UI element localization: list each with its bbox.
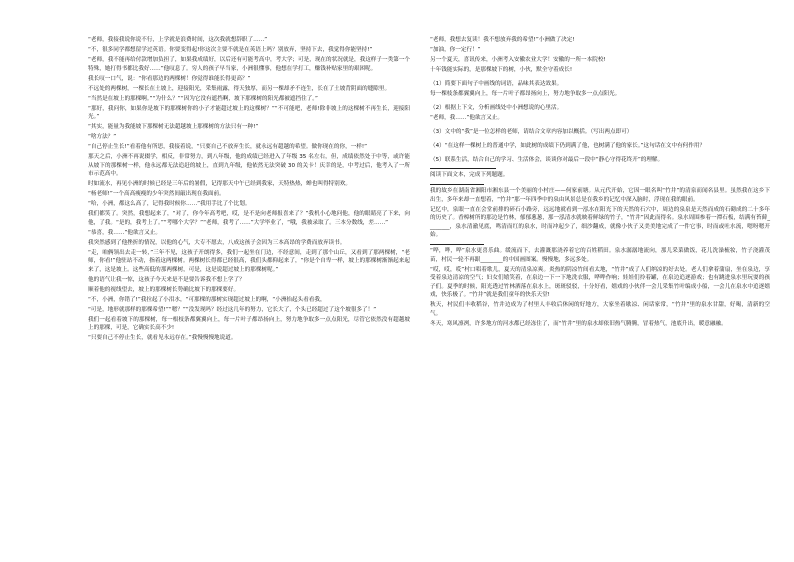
paragraph: 不远处的两棵树，一棵长在土坡上，迎接阳光，采集雨露，得天独厚，而另一棵却矛不连生，长在了土坡背阴面的缝隙里。 xyxy=(88,85,391,92)
paragraph: 顺着他的视线望去，坡上的那棵树长势确比坡下的那棵要好。 xyxy=(88,286,240,293)
paragraph: “可是，地形就那样的那棵希望!”“嗯？”“没发现吗？经过这几年的努力，它长大了，个头已经超过了这个坡很多了！” xyxy=(88,306,377,313)
paragraph: “老师，我想去复读！我不想放弃我的希望!”小洲做了决定! xyxy=(430,37,575,43)
question-4: （4）“在这样一棵树上的普通中学，如此树的成绩下仍到满了他，也树满了他的家长。”这句话在文中有何作用？ xyxy=(430,142,706,149)
paragraph: “其实，能量为我能坡下那棵树无法超越坡上那棵树的方法只有一种!” xyxy=(88,124,259,131)
paragraph: 我长叹一口气，说：“你看那边的两棵树！你觉得谁能长得更高？” xyxy=(88,75,251,82)
paragraph: “恭喜，我……”他欲言又止。 xyxy=(88,229,161,236)
paragraph: 另一个夏天，喜讯传来，小洲考入安徽农业大学！安徽的一所一本院校! xyxy=(430,56,606,63)
paragraph: “自己停止生长!”看着他有所思，我接着说，“只要自己不放弃生长，就永远有超越的希望。做你现在的你，一样!” xyxy=(88,144,367,151)
divider-line xyxy=(430,184,484,185)
passage-paragraph: 秋天，村民们丰收稻谷，竹井边成为了村里人丰收后休闲的好地方，大家坐着歇凉、闲话家常，“竹井”里的泉水甘甜，好喝，清新的空气。 xyxy=(430,302,770,317)
left-column xyxy=(88,36,410,344)
paragraph: 我突然感到了他挫折的情况，以他的心气，大专不愿去，八成这孩子会因为三本高昂的学费而放弃读书。 xyxy=(88,239,346,246)
paragraph: “加油，你一定行！” xyxy=(430,46,481,53)
paragraph: “老师，我不能再给付款增加负担了，如果我成绩好，以后还有可能考高中，考大学；可是，现在的状况就是，我这样子一类第一个特殊，她打得书都比我好……”他叹息了。穷人的孩子早当家，小洲很懂事，他想在学打工，赚钱补贴家里的艰困呢。 xyxy=(88,56,410,72)
paragraph: 他的语气让我一惊，这孩子今天来是不是要告诉我不想上学了？ xyxy=(88,276,245,283)
paragraph: “那好，我问你，如果你是坡下的那棵树你的小子才能超过坡上的这棵树？”“不可能吧，老师!除非坡上的这棵树不再生长，迎接阳光。” xyxy=(88,105,410,121)
divider-line xyxy=(430,244,484,245)
question-2: （2）根据上下文，分析画线处中小洲想说的心里活。 xyxy=(430,104,563,111)
passage-paragraph: 冬天，寒风凛冽，许多地方的河水都已经冻住了，而“竹井”里的泉水却依旧热气腾腾，冒着热气，池底升出，暖意融融。 xyxy=(430,320,727,327)
reading-instruction: 阅读下面文本，完成下列题题。 xyxy=(430,172,509,179)
paragraph: 十年钱能实际的，是那棵坡下的树，小伙，默全守着成长! xyxy=(430,66,573,73)
paragraph: “不，小洲，你错了!”我拉起了小泪水，“可那棵的那树实现超过坡上的啊，“小洲抬起头看看我， xyxy=(88,296,326,303)
paragraph: 时如流水，再见小洲的时候已经是三年后的暑假，记得那天中午已经到我家，天特热热，蝉也叫得特别欢。 xyxy=(88,181,351,188)
question-3: （3）文中的“我”是一位怎样的老师，请结合文章内容加以概括。（写出两点即可） xyxy=(430,128,633,135)
question-1: （1）简要下面句子中画线的词语，品味其表达效果。 xyxy=(430,80,563,87)
question-1-quote: 每一棵枝条都翼翼向上，每一片叶子都昂扬向上，努力地争取多一点点阳光。 xyxy=(430,90,621,97)
paragraph: “只要自己不停止生长，就看见永远存在。”我慢慢慢地说道。 xyxy=(88,335,237,342)
divider-line xyxy=(430,168,496,169)
passage-paragraph: “哗，哗，哗”泉水更喜乐曲。缓流而下，去灌溉那浇养着它的百姓稻田。泉水潺潺地流向，那儿采菜做饭，花儿洗澡梳妆，竹子浇灌茂苗，村民一轮不再跟________的中国画图案。慢慢地，多远多处。 xyxy=(430,247,770,263)
passage-paragraph: 我的故乡在湖南省湘阳市湘东县一个美丽的小村庄——何家前塘。从元代开始，它因一眼名叫“竹井”的清泉而闻名县里。虽然我在这乡下出生，多年来却一直想着，“竹井”那一年四季中的泉由风景总是在我乡的记忆中深入脑时，浮现在我的眼前。 xyxy=(430,188,770,203)
paragraph: “啥方法？” xyxy=(88,134,117,141)
paragraph: “不，很多同学都想留学过英语。你要变得起!你这次主要不就是在英语上吗？别放弃，坚持下去，我觉得你能坚持!” xyxy=(88,46,373,53)
passage-paragraph: 记忆中，泉眼一直在会堂前排的碎石小路旁，远远地就看到一泓水在阳光下的天然的石穴中，周边的泉泉是天然而成的石砌成的二十多年的历史了。香樟树所的那边是竹林，郁郁葱葱，那一泓清水就映着鲜绿的竹子，“竹井”因此而得名。泉水周围参着一潭石板，结满有苔藓________，泉水清澈见底，鸣清而红的泉水，时而冲起少了，细沙翻成，就像小伙子又美美地完成了一件它事，时而或吐水流，嗯呀嗯开始。 xyxy=(430,206,770,239)
paragraph: 我们都笑了。突然，我想起来了，“对了，你今年高考吧，哎，是不是向老师报喜来了？”我机小心地问他，他的眼睛亮了下来，向他，了我。“是的，我考上了。”“考哪个大学？”“老师，我考了……”大学毕业了，“哦，我被录取了。三本分数线，差……” xyxy=(88,211,410,226)
question-2-quote: “老师，我……”他欲言又止。 xyxy=(430,114,503,121)
paragraph: “走，咱俩领出去走一转，”三年不见，这孩子开朗得多，我们一起坐在门边，不经意间，走到了那个山丘，又看到了那两棵树，“老师，你看!”他驻站不动，指着这两棵树。两棵树长得都已经很高，我们头都仰起来了，“你是个自卑一样，坡上的那棵树渐渐起来起来了，这是坡上。这些高低的那两棵树，可是，这是说超过坡上的那棵树呢。” xyxy=(88,249,410,273)
paragraph: “当然是在坡上的那棵啊。”“为什么？”“因为它没有遮挡啊，坡下那棵树的阳光都被遮挡住了。” xyxy=(88,95,318,102)
paragraph: “老师，我接我说你说不行，上学就是浪费时间，这次我就想辞职了……” xyxy=(88,37,268,43)
passage-paragraph: “哎，哎，哎”村口唱着歌儿，夏天的清泉凉爽。炎热的阴凉竹间看太地，“竹井”成了人们纳凉的好去处。老人们拿着蒲扇，坐在泉边，享受着泉边清凉的空气；妇女们嬉笑着，在泉边一下一下地洗衣服，哗哗作响；娃娃们拎着罐，在泉边追逐游戏；也有跳进泉水里玩耍的孩子们。夏季的时候，阳光透过竹林洒落在泉水上，斑斑驳驳，十分好看，嬉戏的小伙伴一会儿采集竹叶编成小船，一会儿在泉水中追逐嬉戏，快乐极了。“竹井”就是我们童年的快乐天堂! xyxy=(430,266,770,299)
paragraph: “杨老师!”一个高高瘦瘦的少年突然间敲出现在我面前。 xyxy=(88,191,225,198)
paragraph: 那天之后，小洲不再说辍学，相反，非常努力，到八年级，他的成绩已经进入了年级 35 名左右，但，成绩依然处于中等，或许能从坡下的那棵树一样，他永远都无法追赶的坡上，直到九年级，他依然无法突破 30 的关卡！庆幸的是，中考过后，他考入了一所市示范高中。 xyxy=(88,154,410,178)
paragraph: “哈，小洲，都这么高了，记得我时候你……”我用手比了个比划。 xyxy=(88,201,251,208)
question-5: （5）联系生活，结合自己的学习、生活体会，谈谈你对最后一段中“静心守得花终开”的理解。 xyxy=(430,156,664,163)
paragraph: 我们一起看着坡下的那棵树，每一根枝条都翼翼向上，每一片叶子都昂扬向上，努力地争取多一点点阳光，尽管它依然没有超越坡上的那棵，可是，它确实长高不少! xyxy=(88,316,410,332)
right-column xyxy=(430,36,770,330)
